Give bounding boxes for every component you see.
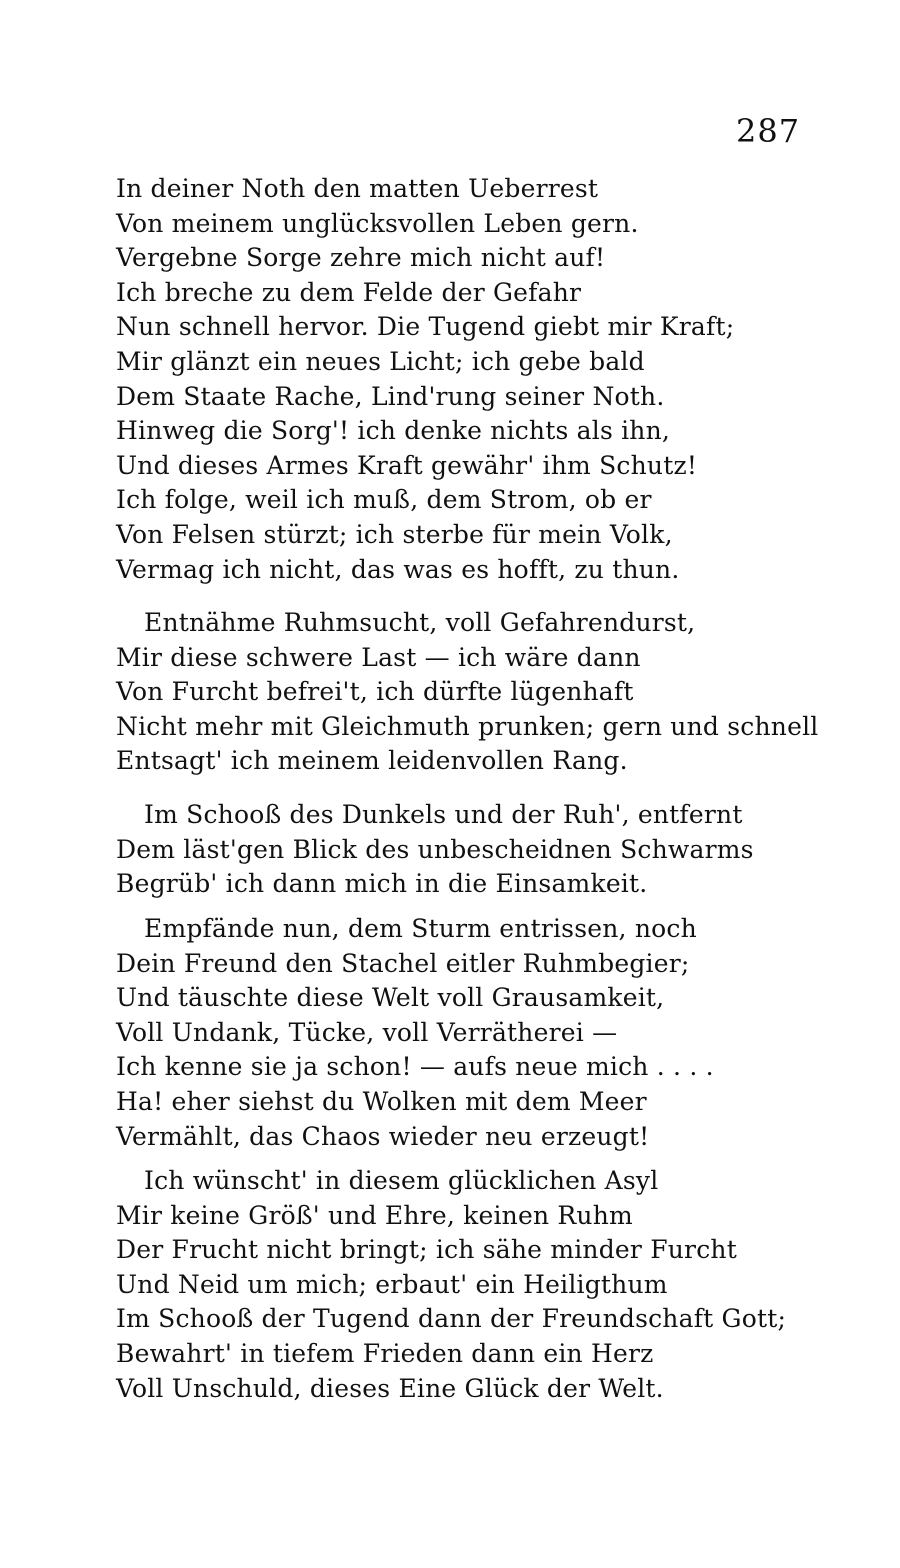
stanza-3 <box>116 798 806 902</box>
verse-line: Voll Unschuld, dieses Eine Glück der Welt. <box>116 1373 664 1403</box>
verse-line: In deiner Noth den matten Ueberrest <box>116 174 599 203</box>
verse-line: Empfände nun, dem Sturm entrissen, noch <box>144 914 697 943</box>
verse-line: Entsagt' ich meinem leidenvollen Rang. <box>116 746 628 776</box>
verse-line: Entnähme Ruhmsucht, voll Gefahrendurst, <box>144 608 696 637</box>
verse-line: Und Neid um mich; erbaut' ein Heiligthum <box>116 1269 668 1299</box>
verse-line: Von meinem unglücksvollen Leben gern. <box>116 208 639 238</box>
verse-line: Und täuschte diese Welt voll Grausamkeit, <box>116 983 665 1013</box>
verse-line: Von Furcht befrei't, ich dürfte lügenhaft <box>116 677 634 707</box>
verse-line: Ha! eher siehst du Wolken mit dem Meer <box>116 1086 647 1116</box>
verse-line: Mir keine Größ' und Ehre, keinen Ruhm <box>116 1200 633 1230</box>
verse-line: Im Schooß des Dunkels und der Ruh', entfernt <box>144 800 743 829</box>
verse-line: Dem Staate Rache, Lind'rung seiner Noth. <box>116 381 665 411</box>
stanza-2 <box>116 606 819 779</box>
page-number: 287 <box>736 112 801 150</box>
verse-line: Begrüb' ich dann mich in die Einsamkeit. <box>116 869 648 899</box>
verse-line: Im Schooß der Tugend dann der Freundschaft Gott; <box>116 1304 787 1334</box>
verse-line: Nun schnell hervor. Die Tugend giebt mir Kraft; <box>116 312 735 342</box>
verse-line: Dein Freund den Stachel eitler Ruhmbegier; <box>116 948 690 978</box>
verse-line: Der Frucht nicht bringt; ich sähe minder Furcht <box>116 1235 737 1265</box>
verse-line: Dem läst'gen Blick des unbescheidnen Schwarms <box>116 834 754 864</box>
verse-line: Vermählt, das Chaos wieder neu erzeugt! <box>116 1121 650 1151</box>
verse-line: Nicht mehr mit Gleichmuth prunken; gern und schnell <box>116 711 819 741</box>
stanza-1 <box>116 172 806 587</box>
stanza-4 <box>116 912 806 1154</box>
verse-line: Bewahrt' in tiefem Frieden dann ein Herz <box>116 1338 654 1368</box>
stanza-5 <box>116 1164 806 1406</box>
verse-line: Ich breche zu dem Felde der Gefahr <box>116 277 582 307</box>
verse-line: Und dieses Armes Kraft gewähr' ihm Schutz! <box>116 450 698 480</box>
verse-line: Mir glänzt ein neues Licht; ich gebe bald <box>116 346 645 376</box>
verse-line: Hinweg die Sorg'! ich denke nichts als ihn, <box>116 416 671 446</box>
verse-line: Ich kenne sie ja schon! — aufs neue mich . . . . <box>116 1052 714 1082</box>
verse-line: Ich folge, weil ich muß, dem Strom, ob er <box>116 485 652 515</box>
verse-line: Voll Undank, Tücke, voll Verrätherei — <box>116 1017 618 1047</box>
verse-line: Ich wünscht' in diesem glücklichen Asyl <box>144 1166 659 1195</box>
verse-line: Vergebne Sorge zehre mich nicht auf! <box>116 243 606 273</box>
verse-line: Vermag ich nicht, das was es hofft, zu thun. <box>116 554 680 584</box>
verse-line: Von Felsen stürzt; ich sterbe für mein Volk, <box>116 519 673 549</box>
verse-line: Mir diese schwere Last — ich wäre dann <box>116 642 641 672</box>
